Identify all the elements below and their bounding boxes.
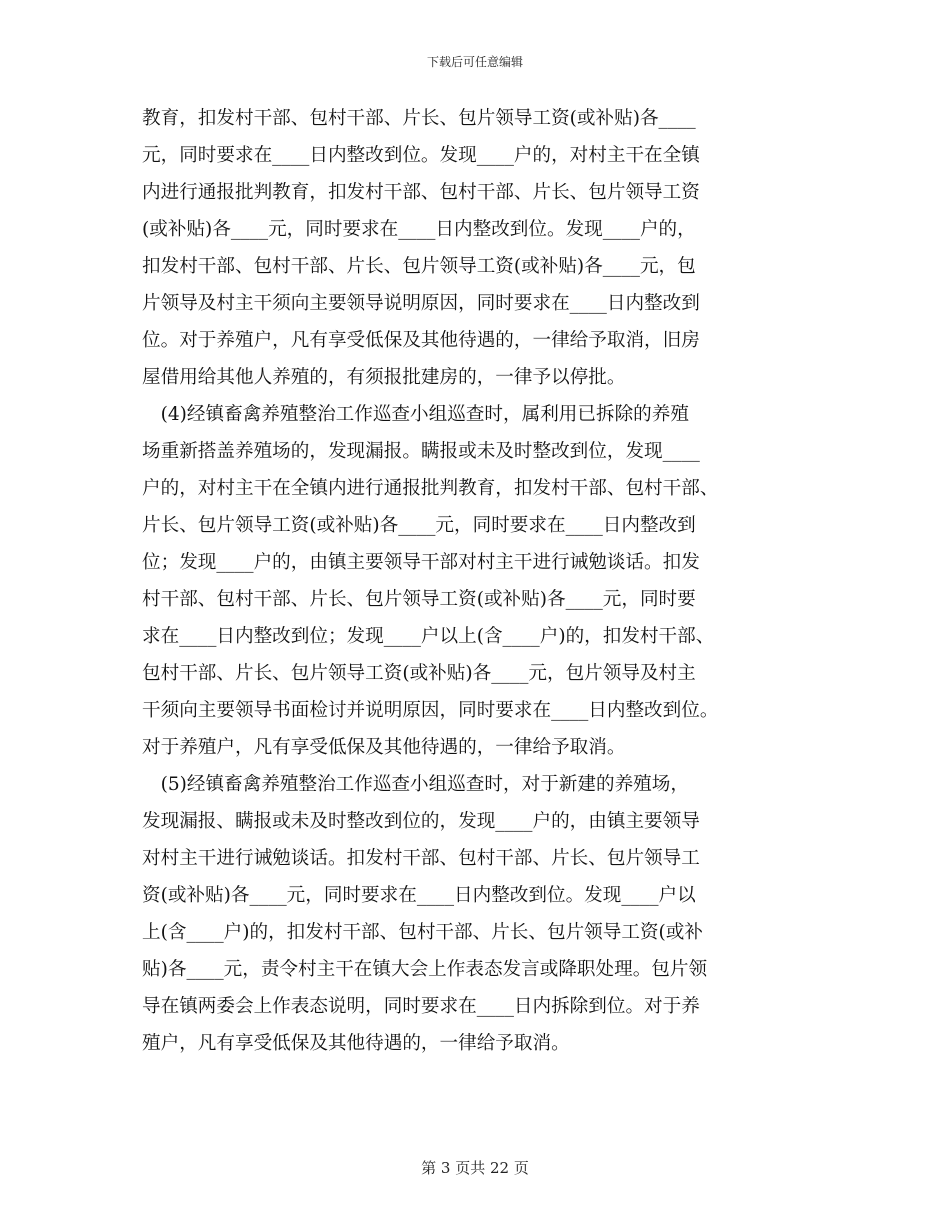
text-line: 场重新搭盖养殖场的，发现漏报。瞒报或未及时整改到位，发现____ — [142, 441, 700, 462]
text-line: 对于养殖户，凡有享受低保及其他待遇的，一律给予取消。 — [142, 737, 626, 758]
text-line: 殖户，凡有享受低保及其他待遇的，一律给予取消。 — [142, 1033, 570, 1054]
text-line: 包村干部、片长、包片领导工资(或补贴)各____元，包片领导及村主 — [142, 663, 696, 684]
text-line: 教育，扣发村干部、包村干部、片长、包片领导工资(或补贴)各____ — [142, 108, 696, 129]
text-line: 内进行通报批判教育，扣发村干部、包村干部、片长、包片领导工资 — [142, 182, 700, 203]
text-line: 对村主干进行诫勉谈话。扣发村干部、包村干部、片长、包片领导工 — [142, 848, 700, 869]
page-header: 下载后可任意编辑 — [426, 55, 523, 69]
text-line: 干须向主要领导书面检讨并说明原因，同时要求在____日内整改到位。 — [142, 700, 719, 721]
text-line: (4)经镇畜禽养殖整治工作巡查小组巡查时，属利用已拆除的养殖 — [142, 404, 689, 425]
document-body — [142, 100, 814, 1062]
text-line: 片领导及村主干须向主要领导说明原因，同时要求在____日内整改到 — [142, 293, 700, 314]
text-line: 屋借用给其他人养殖的，有须报批建房的，一律予以停批。 — [142, 367, 626, 388]
text-line: 求在____日内整改到位；发现____户以上(含____户)的，扣发村干部、 — [142, 626, 715, 647]
text-line: 位。对于养殖户，凡有享受低保及其他待遇的，一律给予取消，旧房 — [142, 330, 700, 351]
page-footer: 第 3 页共 22 页 — [421, 1159, 529, 1177]
text-line: (5)经镇畜禽养殖整治工作巡查小组巡查时，对于新建的养殖场， — [142, 774, 689, 795]
text-line: 上(含____户)的，扣发村干部、包村干部、片长、包片领导工资(或补 — [142, 922, 703, 943]
text-line: 村干部、包村干部、片长、包片领导工资(或补贴)各____元，同时要 — [142, 589, 696, 610]
text-line: 扣发村干部、包村干部、片长、包片领导工资(或补贴)各____元，包 — [142, 256, 696, 277]
text-line: 贴)各____元，责令村主干在镇大会上作表态发言或降职处理。包片领 — [142, 959, 708, 980]
text-line: 片长、包片领导工资(或补贴)各____元，同时要求在____日内整改到 — [142, 515, 696, 536]
text-line: 发现漏报、瞒报或未及时整改到位的，发现____户的，由镇主要领导 — [142, 811, 700, 832]
text-line: 位；发现____户的，由镇主要领导干部对村主干进行诫勉谈话。扣发 — [142, 552, 700, 573]
text-line: 导在镇两委会上作表态说明，同时要求在____日内拆除到位。对于养 — [142, 996, 700, 1017]
text-line: 资(或补贴)各____元，同时要求在____日内整改到位。发现____户以 — [142, 885, 696, 906]
text-line: (或补贴)各____元，同时要求在____日内整改到位。发现____户的， — [142, 219, 696, 240]
text-line: 元，同时要求在____日内整改到位。发现____户的，对村主干在全镇 — [142, 145, 700, 166]
text-line: 户的，对村主干在全镇内进行通报批判教育，扣发村干部、包村干部、 — [142, 478, 719, 499]
